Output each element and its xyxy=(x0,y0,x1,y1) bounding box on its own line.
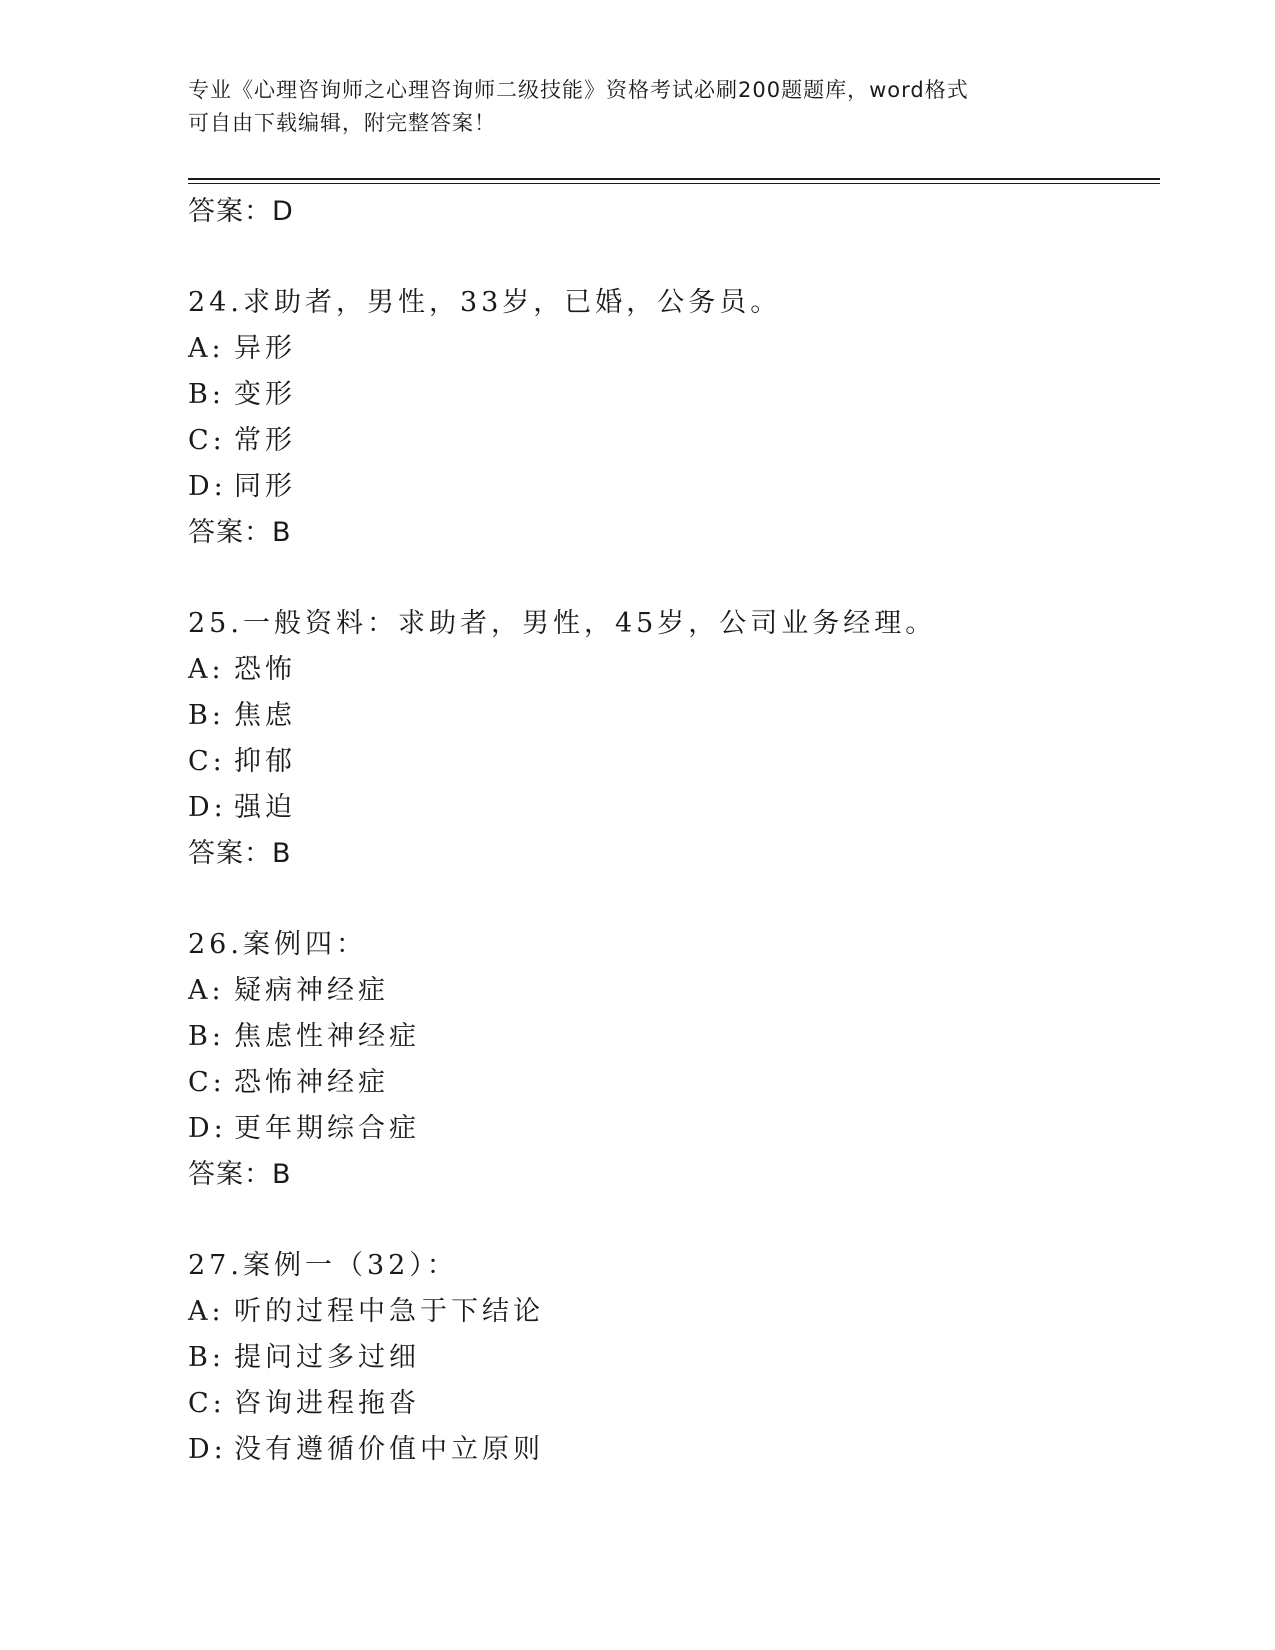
option-text: 听的过程中急于下结论 xyxy=(234,1296,544,1327)
option-letter: C: xyxy=(188,1388,226,1419)
question-block xyxy=(188,922,1168,1198)
option-text: 焦虑 xyxy=(234,700,296,731)
question-text: 24.求助者，男性，33岁，已婚，公务员。 xyxy=(188,287,782,318)
option-letter: A: xyxy=(188,333,225,364)
answer-line: 答案：B xyxy=(188,1159,292,1190)
option-d xyxy=(188,1106,1168,1152)
option-text: 抑郁 xyxy=(234,746,296,777)
option-letter: B: xyxy=(188,1021,225,1052)
option-letter: D: xyxy=(188,1113,227,1144)
option-letter: D: xyxy=(188,792,227,823)
option-text: 恐怖神经症 xyxy=(234,1067,389,1098)
option-text: 异形 xyxy=(234,333,296,364)
question-text: 25.一般资料：求助者，男性，45岁，公司业务经理。 xyxy=(188,608,937,639)
option-letter: A: xyxy=(188,975,225,1006)
option-a xyxy=(188,647,1168,693)
option-a xyxy=(188,968,1168,1014)
answer-line: 答案：B xyxy=(188,838,292,869)
header-title-line-2: 可自由下载编辑，附完整答案！ xyxy=(188,111,496,135)
option-letter: C: xyxy=(188,425,226,456)
option-letter: B: xyxy=(188,379,225,410)
option-d xyxy=(188,464,1168,510)
option-letter: C: xyxy=(188,1067,226,1098)
option-letter: B: xyxy=(188,700,225,731)
option-letter: D: xyxy=(188,1434,227,1465)
option-c xyxy=(188,1381,1168,1427)
option-letter: C: xyxy=(188,746,226,777)
option-a xyxy=(188,326,1168,372)
option-text: 焦虑性神经症 xyxy=(234,1021,420,1052)
option-b xyxy=(188,1335,1168,1381)
header-divider xyxy=(188,178,1160,184)
option-text: 同形 xyxy=(234,471,296,502)
option-c xyxy=(188,1060,1168,1106)
option-b xyxy=(188,1014,1168,1060)
option-text: 咨询进程拖沓 xyxy=(234,1388,420,1419)
option-letter: A: xyxy=(188,654,225,685)
option-text: 没有遵循价值中立原则 xyxy=(234,1434,544,1465)
option-letter: B: xyxy=(188,1342,225,1373)
page-header xyxy=(188,74,1088,140)
option-letter: A: xyxy=(188,1296,225,1327)
header-title-line-1: 专业《心理咨询师之心理咨询师二级技能》资格考试必刷200题题库，word格式 xyxy=(188,78,969,102)
question-list xyxy=(188,189,1168,1473)
question-text: 27.案例一（32）： xyxy=(188,1250,458,1281)
option-text: 疑病神经症 xyxy=(234,975,389,1006)
option-d xyxy=(188,1427,1168,1473)
option-text: 恐怖 xyxy=(234,654,296,685)
option-text: 强迫 xyxy=(234,792,296,823)
question-block xyxy=(188,601,1168,877)
question-block xyxy=(188,280,1168,556)
option-a xyxy=(188,1289,1168,1335)
question-block xyxy=(188,1243,1168,1473)
option-text: 提问过多过细 xyxy=(234,1342,420,1373)
option-text: 常形 xyxy=(234,425,296,456)
option-text: 变形 xyxy=(234,379,296,410)
option-c xyxy=(188,739,1168,785)
option-letter: D: xyxy=(188,471,227,502)
option-b xyxy=(188,372,1168,418)
answer-line: 答案：D xyxy=(188,196,294,227)
option-d xyxy=(188,785,1168,831)
option-text: 更年期综合症 xyxy=(234,1113,420,1144)
option-c xyxy=(188,418,1168,464)
answer-line: 答案：B xyxy=(188,517,292,548)
option-b xyxy=(188,693,1168,739)
question-text: 26.案例四： xyxy=(188,929,367,960)
